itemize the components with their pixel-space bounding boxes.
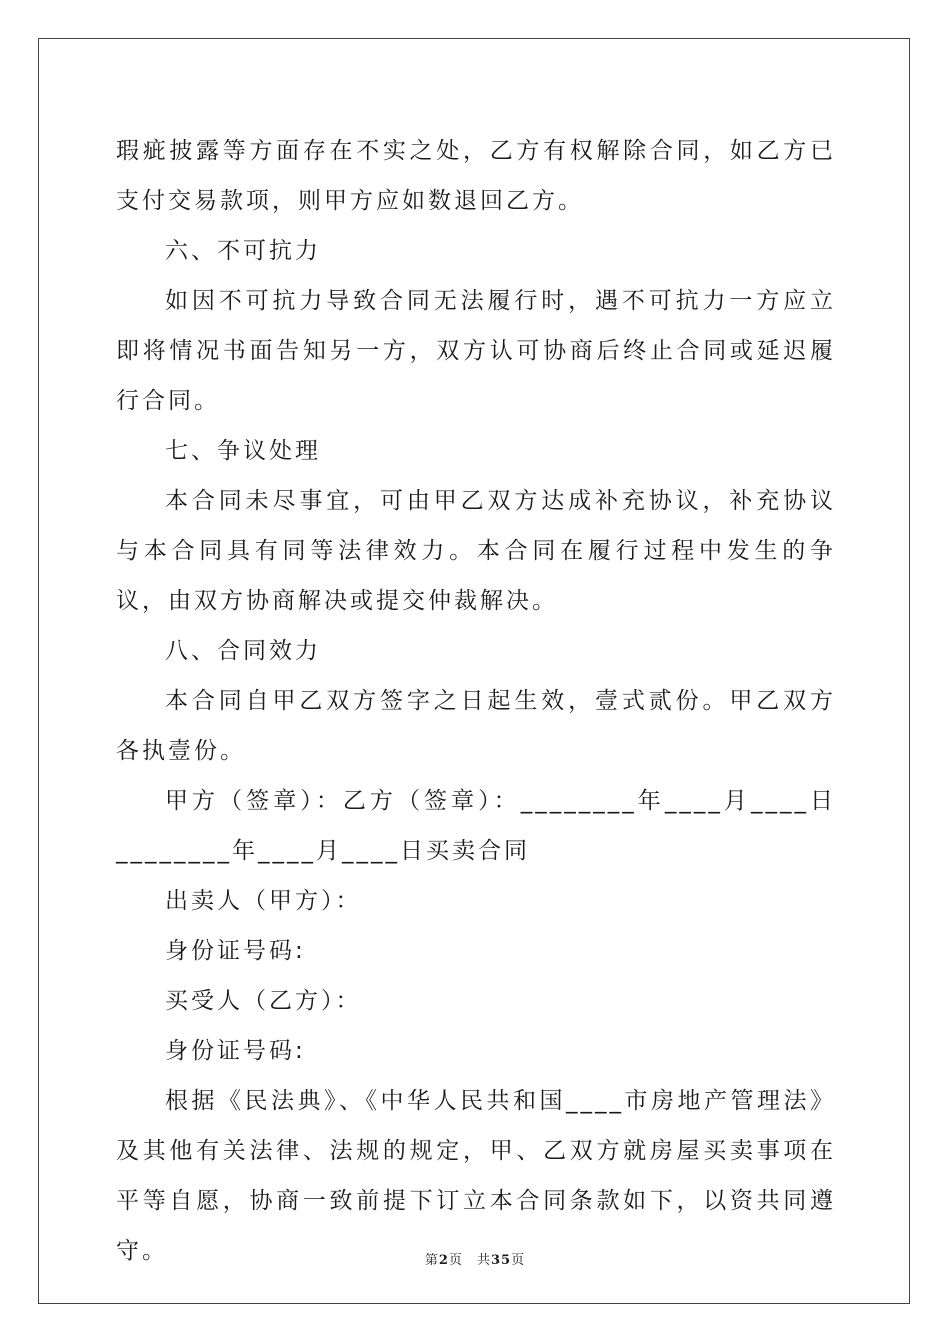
paragraph-legal-basis: 根据《民法典》、《中华人民共和国____市房地产管理法》及其他有关法律、法规的规定，甲、乙双方就房屋买卖事项在平等自愿，协商一致前提下订立本合同条款如下，以资共同遵守。 [116,1088,836,1264]
total-suffix: 页 [511,1253,526,1268]
paragraph-contract-validity: 本合同自甲乙双方签字之日起生效，壹式贰份。甲乙双方各执壹份。 [116,688,836,764]
heading-dispute-resolution: 七、争议处理 [165,438,321,464]
paragraph-force-majeure: 如因不可抗力导致合同无法履行时，遇不可抗力一方应立即将情况书面告知另一方，双方认可协商后终止合同或延迟履行合同。 [116,288,836,414]
heading-force-majeure: 六、不可抗力 [165,238,321,264]
heading-contract-validity: 八、合同效力 [165,638,321,664]
paragraph-defect-disclosure: 瑕疵披露等方面存在不实之处，乙方有权解除合同，如乙方已支付交易款项，则甲方应如数退回乙方。 [116,138,836,214]
field-seller-id: 身份证号码: [165,938,306,964]
total-prefix: 共 [476,1253,491,1268]
paragraph-dispute-resolution: 本合同未尽事宜，可由甲乙双方达成补充协议，补充协议与本合同具有同等法律效力。本合同在履行过程中发生的争议，由双方协商解决或提交仲裁解决。 [116,488,836,614]
total-pages: 35 [490,1253,512,1268]
field-buyer-id: 身份证号码: [165,1038,306,1064]
field-seller: 出卖人（甲方）： [165,888,362,914]
document-body [116,126,836,1276]
page-prefix: 第 [424,1253,439,1268]
page-suffix: 页 [448,1253,463,1268]
page-footer [0,1249,950,1268]
paragraph-signatures-and-title: 甲方（签章）：乙方（签章）：________年____月____日________年____月____日买卖合同 [116,788,836,864]
page-number: 2 [438,1253,449,1268]
field-buyer: 买受人（乙方）： [165,988,362,1014]
